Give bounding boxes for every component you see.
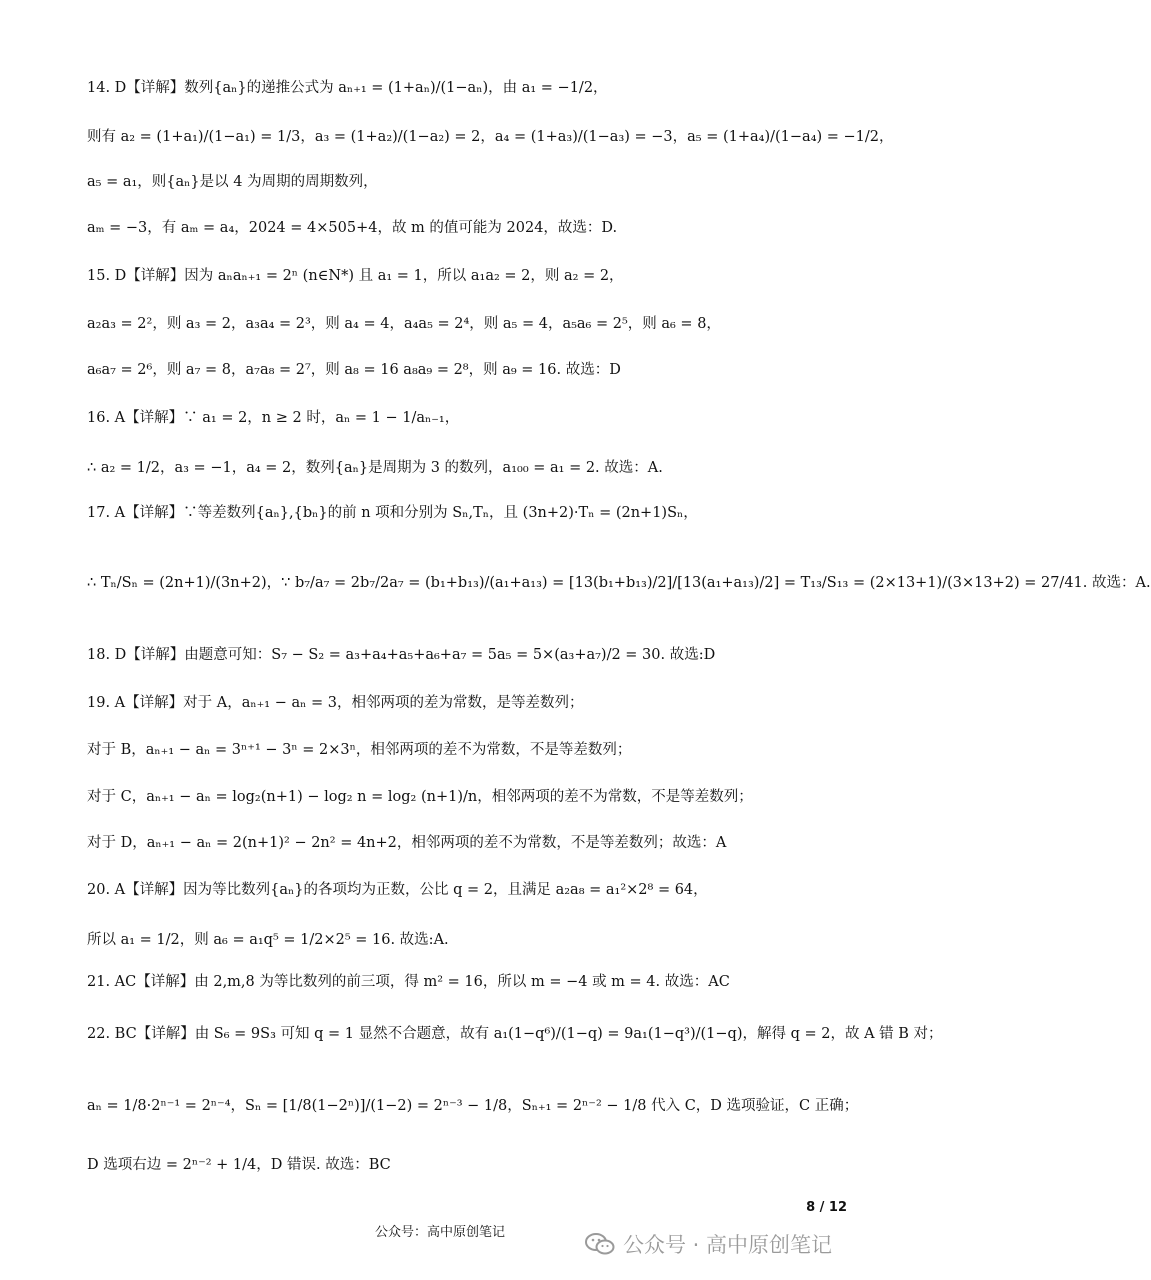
solution-14-line-2: 则有 a₂ = (1+a₁)/(1−a₁) = 1/3，a₃ = (1+a₂)/(1−a₂) = 2，a₄ = (1+a₃)/(1−a₃) = −3，a₅ = (1+a₄)/(1−a₄) = −1/2， — [87, 129, 894, 145]
solution-15-line-3: a₆a₇ = 2⁶，则 a₇ = 8，a₇a₈ = 2⁷，则 a₈ = 16 a₈a₉ = 2⁸，则 a₉ = 16. 故选：D — [87, 362, 621, 378]
solution-15-line-2: a₂a₃ = 2²，则 a₃ = 2，a₃a₄ = 2³，则 a₄ = 4，a₄a₅ = 2⁴，则 a₅ = 4，a₅a₆ = 2⁵，则 a₆ = 8， — [87, 316, 721, 332]
solution-22-line-3: D 选项右边 = 2ⁿ⁻² + 1/4，D 错误. 故选：BC — [87, 1157, 391, 1173]
solution-18-line-1: 18. D【详解】由题意可知：S₇ − S₂ = a₃+a₄+a₅+a₆+a₇ = 5a₅ = 5×(a₃+a₇)/2 = 30. 故选:D — [87, 647, 716, 663]
solution-15-line-1: 15. D【详解】因为 aₙaₙ₊₁ = 2ⁿ (n∈N*) 且 a₁ = 1，所以 a₁a₂ = 2，则 a₂ = 2， — [87, 268, 624, 284]
solution-14-line-3: a₅ = a₁，则{aₙ}是以 4 为周期的周期数列， — [87, 174, 378, 190]
solution-20-line-1: 20. A【详解】因为等比数列{aₙ}的各项均为正数，公比 q = 2，且满足 a₂a₈ = a₁²×2⁸ = 64， — [87, 882, 708, 898]
solution-22-line-1: 22. BC【详解】由 S₆ = 9S₃ 可知 q = 1 显然不合题意，故有 a₁(1−q⁶)/(1−q) = 9a₁(1−q³)/(1−q)，解得 q = 2，故 A 错 B 对； — [87, 1026, 943, 1042]
footer-text: 公众号：高中原创笔记 — [375, 1225, 506, 1240]
solution-16-line-1: 16. A【详解】∵ a₁ = 2，n ≥ 2 时，aₙ = 1 − 1/aₙ₋₁， — [87, 410, 460, 426]
solution-14-line-4: aₘ = −3，有 aₘ = a₄，2024 = 4×505+4，故 m 的值可能为 2024，故选：D. — [87, 220, 618, 236]
solution-14-line-1: 14. D【详解】数列{aₙ}的递推公式为 aₙ₊₁ = (1+aₙ)/(1−aₙ)，由 a₁ = −1/2， — [87, 80, 608, 96]
solution-19-line-1: 19. A【详解】对于 A，aₙ₊₁ − aₙ = 3，相邻两项的差为常数，是等差数列； — [87, 695, 584, 711]
solution-19-line-3: 对于 C，aₙ₊₁ − aₙ = log₂(n+1) − log₂ n = log₂ (n+1)/n，相邻两项的差不为常数，不是等差数列； — [87, 789, 753, 805]
solution-20-line-2: 所以 a₁ = 1/2，则 a₆ = a₁q⁵ = 1/2×2⁵ = 16. 故选:A. — [87, 932, 449, 948]
page-number: 8 / 12 — [806, 1200, 847, 1215]
solution-17-line-1: 17. A【详解】∵等差数列{aₙ},{bₙ}的前 n 项和分别为 Sₙ,Tₙ，且 (3n+2)·Tₙ = (2n+1)Sₙ， — [87, 505, 698, 521]
watermark-text: 公众号 · 高中原创笔记 — [623, 1233, 833, 1257]
solution-22-line-2: aₙ = 1/8·2ⁿ⁻¹ = 2ⁿ⁻⁴，Sₙ = [1/8(1−2ⁿ)]/(1−2) = 2ⁿ⁻³ − 1/8，Sₙ₊₁ = 2ⁿ⁻² − 1/8 代入 C，D 选项验证，C 正确； — [87, 1098, 859, 1114]
solution-17-line-2: ∴ Tₙ/Sₙ = (2n+1)/(3n+2)，∵ b₇/a₇ = 2b₇/2a₇ = (b₁+b₁₃)/(a₁+a₁₃) = [13(b₁+b₁₃)/2]/[13(a₁+a₁₃)/2] = T₁₃/S₁₃ = (2×13+1)/(3×13+2) = 27/41. 故选：A. — [87, 575, 1151, 591]
solution-16-line-2: ∴ a₂ = 1/2，a₃ = −1，a₄ = 2，数列{aₙ}是周期为 3 的数列，a₁₀₀ = a₁ = 2. 故选：A. — [87, 460, 663, 476]
solution-19-line-4: 对于 D，aₙ₊₁ − aₙ = 2(n+1)² − 2n² = 4n+2，相邻两项的差不为常数，不是等差数列；故选：A — [87, 835, 727, 851]
watermark — [585, 1229, 832, 1259]
solution-19-line-2: 对于 B，aₙ₊₁ − aₙ = 3ⁿ⁺¹ − 3ⁿ = 2×3ⁿ，相邻两项的差不为常数，不是等差数列； — [87, 742, 632, 758]
wechat-icon — [585, 1232, 615, 1256]
solution-21-line-1: 21. AC【详解】由 2,m,8 为等比数列的前三项，得 m² = 16，所以 m = −4 或 m = 4. 故选：AC — [87, 974, 730, 990]
